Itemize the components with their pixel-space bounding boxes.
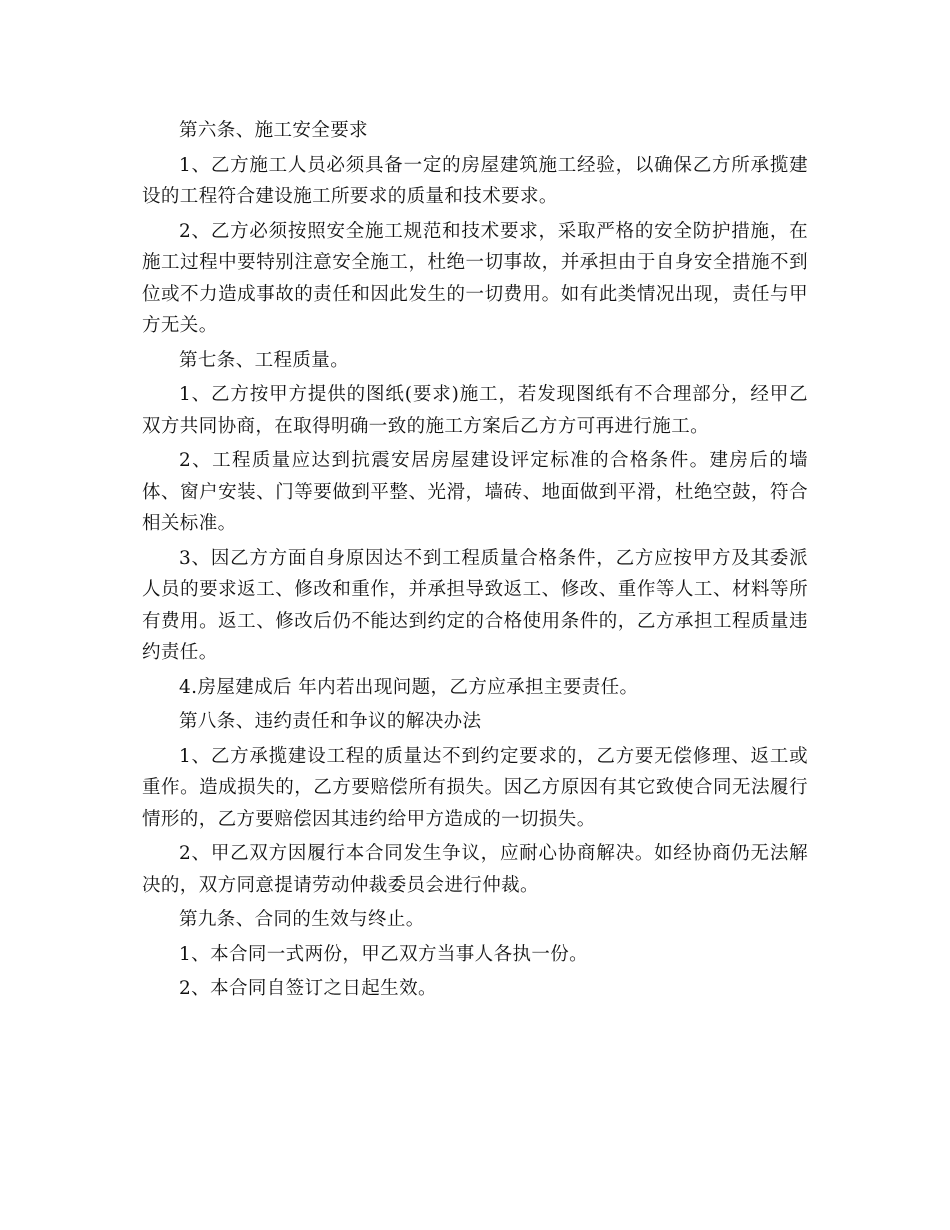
paragraph: 1、乙方承揽建设工程的质量达不到约定要求的，乙方要无偿修理、返工或重作。造成损失的，乙方要赔偿所有损失。因乙方原因有其它致使合同无法履行情形的，乙方要赔偿因其违约给甲方造成的一切损失。 [142,745,808,830]
paragraph: 4.房屋建成后 年内若出现问题，乙方应承担主要责任。 [179,676,639,698]
paragraph: 3、因乙方方面自身原因达不到工程质量合格条件，乙方应按甲方及其委派人员的要求返工、修改和重作，并承担导致返工、修改、重作等人工、材料等所有费用。返工、修改后仍不能达到约定的合格使用条件的，乙方承担工程质量违约责任。 [142,547,808,663]
paragraph: 2、本合同自签订之日起生效。 [179,978,437,999]
paragraph: 2、乙方必须按照安全施工规范和技术要求，采取严格的安全防护措施，在施工过程中要特别注意安全施工，杜绝一切事故，并承担由于自身安全措施不到位或不力造成事故的责任和因此发生的一切费用。如有此类情况出现，责任与甲方无关。 [142,220,808,336]
paragraph: 2、工程质量应达到抗震安居房屋建设评定标准的合格条件。建房后的墙体、窗户安装、门等要做到平整、光滑，墙砖、地面做到平滑，杜绝空鼓，符合相关标准。 [142,450,808,534]
section-heading-6: 第六条、施工安全要求 [179,120,369,141]
section-heading-8: 第八条、违约责任和争议的解决办法 [179,711,482,732]
paragraph: 1、乙方按甲方提供的图纸(要求)施工，若发现图纸有不合理部分，经甲乙双方共同协商，在取得明确一致的施工方案后乙方方可再进行施工。 [142,384,808,437]
section-heading-7: 第七条、工程质量。 [179,349,350,371]
paragraph: 1、乙方施工人员必须具备一定的房屋建筑施工经验，以确保乙方所承揽建设的工程符合建设施工所要求的质量和技术要求。 [142,154,808,207]
section-heading-9: 第九条、合同的生效与终止。 [179,909,425,930]
paragraph: 1、本合同一式两份，甲乙双方当事人各执一份。 [179,943,589,965]
paragraph: 2、甲乙双方因履行本合同发生争议，应耐心协商解决。如经协商仍无法解决的，双方同意提请劳动仲裁委员会进行仲裁。 [142,843,808,896]
document-body [142,115,808,1008]
